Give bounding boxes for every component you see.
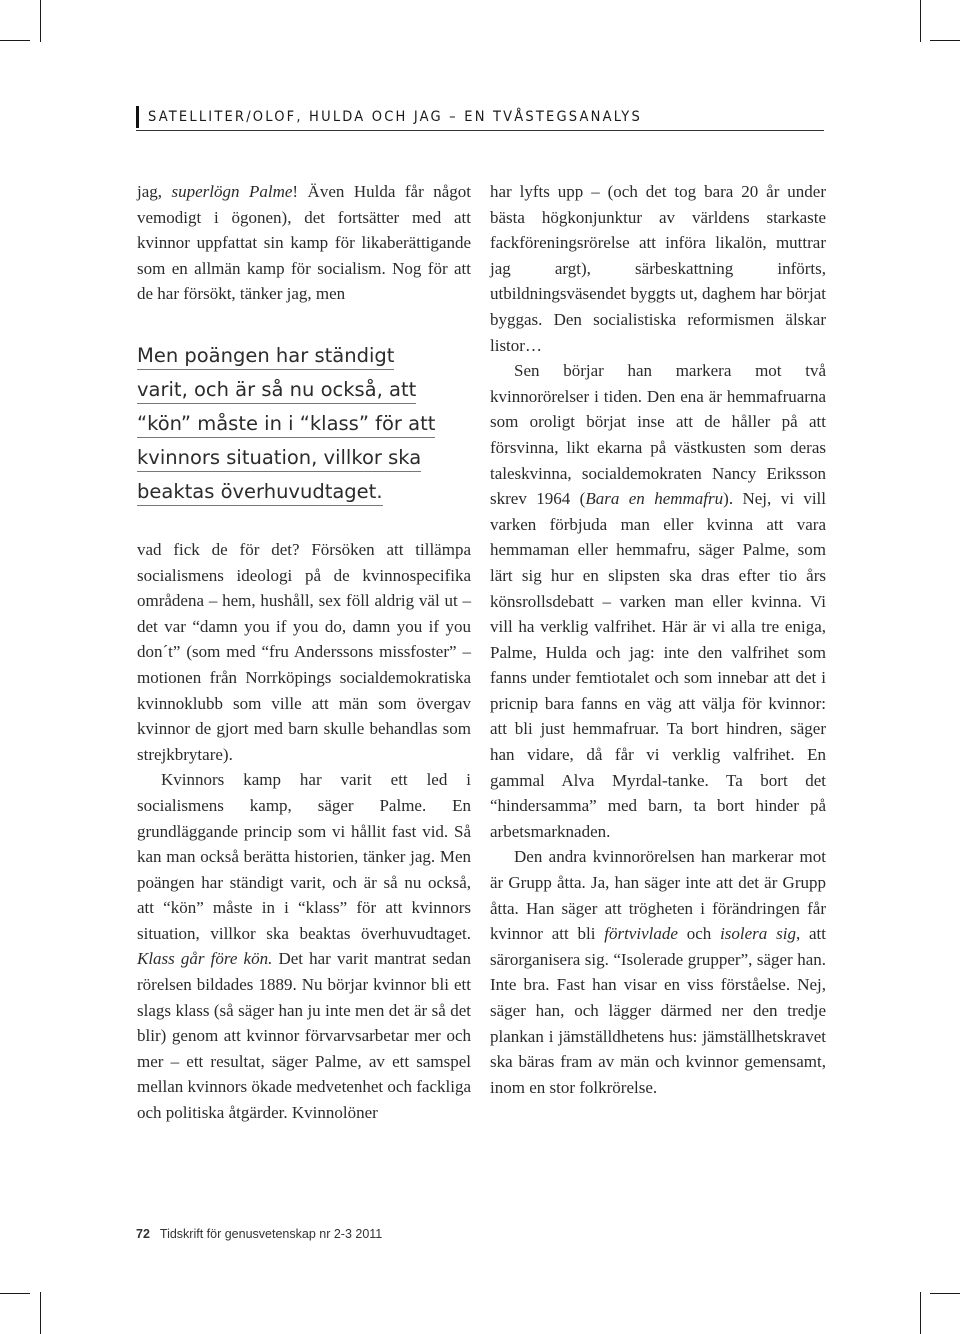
paragraph: har lyfts upp – (och det tog bara 20 år under bästa högkonjunktur av världens starkaste fackföreningsrörelse att införa likalön, muttrar jag argt), särbeskattning införts, utbildningsväsendet byggts ut, daghem har börjat byggas. Den socialistiska reformismen älskar listor… (490, 182, 826, 355)
crop-mark (0, 1293, 30, 1294)
crop-mark (930, 1293, 960, 1294)
header-bar (136, 106, 139, 128)
pull-quote (137, 339, 471, 509)
crop-mark (0, 40, 30, 41)
right-column (490, 179, 826, 1100)
page-footer (136, 1227, 382, 1241)
pull-quote-line: kvinnors situation, villkor ska (137, 444, 421, 472)
crop-mark (40, 0, 41, 42)
paragraph: Kvinnors kamp har varit ett led i socialismens kamp, säger Palme. En grundläggande princip som vi hållit fast vid. Så kan man också berätta historien, tänker jag. Men poängen har ständigt varit, och är så nu också, att “kön” måste in i “klass” för att kvinnors situation, villkor ska beaktas överhuvudtaget. Klass går före kön. Det har varit mantrat sedan rörelsen bildades 1889. Nu börjar kvinnor bli ett slags klass (så säger han ju inte men det är så det blir) genom att kvinnor förvarvsarbetar mer och mer – ett resultat, säger Palme, av ett samspel mellan kvinnors ökade medvetenhet och fackliga och politiska åtgärder. Kvinnolöner (137, 770, 471, 1123)
pull-quote-line: “kön” måste in i “klass” för att (137, 410, 435, 438)
left-column (137, 179, 471, 1126)
crop-mark (930, 40, 960, 41)
pull-quote-line: beaktas överhuvudtaget. (137, 478, 383, 506)
paragraph: Sen börjar han markera mot två kvinnorörelser i tiden. Den ena är hemmafruarna som oroligt börjat inse att de håller på att försvinna, likt ekarna på västkusten som deras taleskvinna, socialdemokraten Nancy Eriksson skrev 1964 (Bara en hemmafru). Nej, vi vill varken förbjuda man eller kvinna att vara hemmaman eller hemmafru, säger Palme, som lärt sig hur en slipsten ska dras efter tio års könsrollsdebatt – varken man eller kvinna. Vi vill ha verklig valfrihet. Här är vi alla tre eniga, Palme, Hulda och jag: inte den valfrihet som fanns under femtiotalet och som innebar att det i pricnip bara fanns en väg att välja för kvinnor: att bli just hemmafruar. Ta bort hindren, säger han vidare, då får vi verklig valfrihet. En gammal Alva Myrdal-tanke. Ta bort det “hindersamma” med barn, ta bort hinder på arbetsmarknaden. (490, 361, 827, 841)
paragraph: jag, superlögn Palme! Även Hulda får något vemodigt i ögonen), det fortsätter med att kvinnor uppfattat sin kamp för likaberättigande som en allmän kamp för socialism. Nog för att de har försökt, tänker jag, men (137, 182, 471, 304)
pull-quote-line: Men poängen har ständigt (137, 342, 394, 370)
crop-mark (920, 1292, 921, 1334)
running-header (136, 104, 824, 131)
paragraph: Den andra kvinnorörelsen han markerar mot är Grupp åtta. Ja, han säger inte att det är Grupp åtta. Han säger att trögheten i förändringen får kvinnor att bli förtvivlade och isolera sig, att särorganisera sig. “Isolerade grupper”, säger han. Inte bra. Fast han visar en viss förståelse. Nej, säger han, och lägger därmed ner den tredje plankan i jämställdhetens hus: jämställhetskravet ska bäras fram av män och kvinnor gemensamt, inom en stor folkrörelse. (490, 847, 827, 1097)
running-header-title: SATELLITER/OLOF, HULDA OCH JAG – EN TVÅSTEGSANALYS (148, 109, 642, 125)
journal-name: Tidskrift för genusvetenskap nr 2-3 2011 (159, 1227, 383, 1241)
page-number: 72 (136, 1227, 150, 1241)
paragraph: vad fick de för det? Försöken att tillämpa socialismens ideologi på de kvinnospecifika områdena – hem, hushåll, sex föll aldrig väl ut – det var “damn you if you do, damn you if you don´t” (som med “fru Anderssons missfoster” – motionen från Norrköpings socialdemokratiska kvinnoklubb som ville att män som övergav kvinnor de gjort med barn skulle behandlas som strejkbrytare). (137, 539, 471, 764)
pull-quote-line: varit, och är så nu också, att (137, 376, 416, 404)
crop-mark (40, 1292, 41, 1334)
crop-mark (920, 0, 921, 42)
